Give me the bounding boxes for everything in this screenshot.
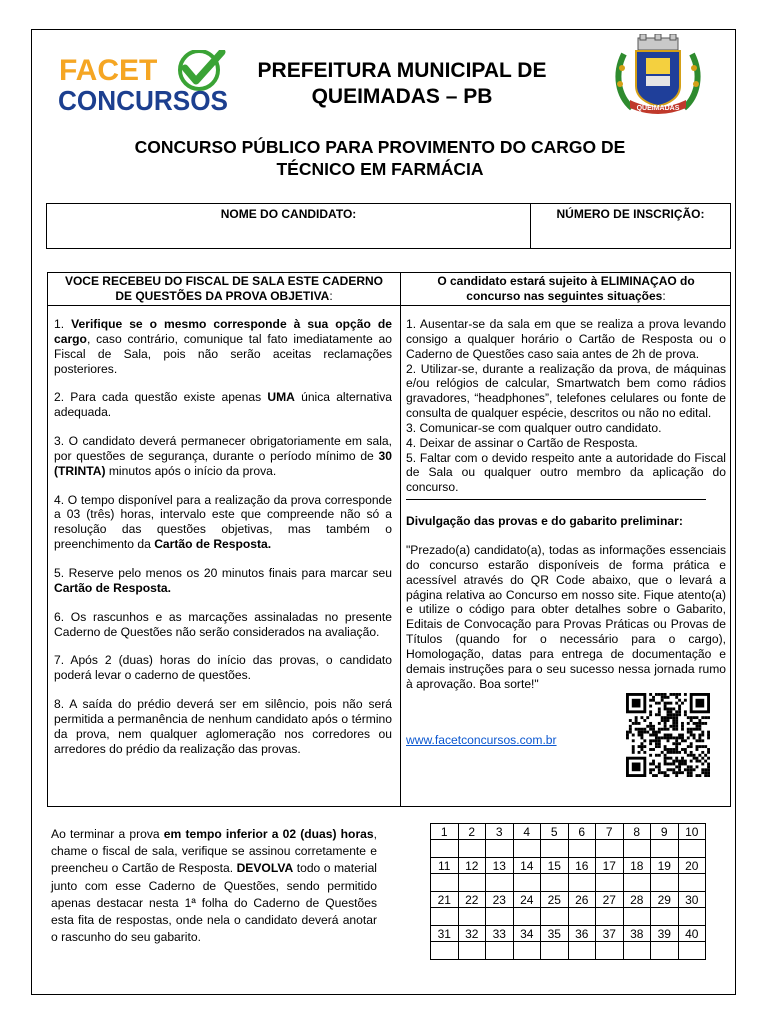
answer-number-cell: 17 — [596, 858, 624, 874]
footer-bold-2: DEVOLVA — [236, 861, 294, 876]
instruction-2-bold: UMA — [267, 390, 295, 405]
divulgacao-title-text: Divulgação das provas e do gabarito preliminar: — [406, 514, 683, 529]
answer-blank-row — [431, 840, 706, 858]
instruction-2-text-a: 2. Para cada questão existe apenas — [54, 390, 268, 405]
instruction-4-bold: Cartão de Resposta. — [154, 537, 272, 552]
answer-blank-cell[interactable] — [623, 840, 651, 858]
answer-number-cell: 11 — [431, 858, 459, 874]
answer-blank-cell[interactable] — [486, 942, 514, 960]
answer-blank-cell[interactable] — [431, 874, 459, 892]
instruction-3 — [54, 434, 392, 479]
instruction-2 — [54, 390, 392, 420]
instruction-1-bold: Verifique se o mesmo corresponde à sua opção de cargo — [54, 317, 392, 346]
answer-blank-cell[interactable] — [568, 874, 596, 892]
answer-number-cell: 15 — [541, 858, 569, 874]
right-header-line-1: O candidato estará sujeito à ELIMINAÇAO do — [437, 274, 695, 288]
answer-blank-cell[interactable] — [596, 840, 624, 858]
subtitle-line-2: TÉCNICO EM FARMÁCIA — [276, 159, 484, 179]
answer-number-cell: 18 — [623, 858, 651, 874]
queimadas-crest — [612, 34, 704, 118]
footer-text-1: Ao terminar a prova — [51, 827, 164, 841]
answer-number-cell: 12 — [458, 858, 486, 874]
answer-blank-cell[interactable] — [596, 942, 624, 960]
answer-number-cell: 1 — [431, 824, 459, 840]
left-column-header — [52, 274, 396, 304]
instruction-6: 6. Os rascunhos e as marcações assinaladas no presente Caderno de Questões não serão considerados na avaliação. — [54, 609, 392, 639]
answer-blank-cell[interactable] — [651, 874, 679, 892]
instruction-5-text: 5. Reserve pelo menos os 20 minutos finais para marcar seu — [54, 565, 392, 580]
answer-blank-cell[interactable] — [458, 840, 486, 858]
divulgacao-title — [406, 514, 726, 529]
instructions-table — [47, 272, 731, 807]
answer-blank-cell[interactable] — [541, 908, 569, 926]
candidate-box — [46, 203, 731, 249]
right-header-suffix: : — [662, 289, 666, 303]
answer-blank-cell[interactable] — [513, 874, 541, 892]
footer-bold-1: em tempo inferior a 02 (duas) horas — [163, 827, 374, 841]
answer-number-cell: 28 — [623, 892, 651, 908]
elimination-list — [406, 317, 726, 781]
answer-number-cell: 39 — [651, 926, 679, 942]
answer-number-cell: 24 — [513, 892, 541, 908]
answer-number-row — [431, 892, 706, 908]
answer-number-cell: 4 — [513, 824, 541, 840]
answer-blank-cell[interactable] — [596, 908, 624, 926]
candidate-name-field[interactable] — [47, 204, 531, 248]
instruction-3-bold: 30 (TRINTA) — [54, 448, 392, 478]
answer-blank-cell[interactable] — [651, 942, 679, 960]
answer-number-cell: 9 — [651, 824, 679, 840]
answer-number-cell: 25 — [541, 892, 569, 908]
instruction-1-text: , caso contrário, comunique tal fato imediatamente ao Fiscal de Sala, pois não serão aceitas reclamações posteriores. — [54, 331, 392, 376]
instruction-5-bold: Cartão de Resposta. — [54, 580, 171, 595]
exam-subtitle — [80, 136, 680, 180]
instruction-4-text: 4. O tempo disponível para a realização da prova corresponde a 03 (três) horas, intervalo este que compreende não só a resolução das questões objetivas, mas também o preenchimento da — [54, 492, 392, 552]
answer-blank-cell[interactable] — [431, 840, 459, 858]
answer-blank-row — [431, 942, 706, 960]
answer-number-cell: 37 — [596, 926, 624, 942]
answer-blank-cell[interactable] — [541, 874, 569, 892]
answer-blank-cell[interactable] — [678, 840, 706, 858]
facet-website-link[interactable]: www.facetconcursos.com.br — [406, 733, 557, 748]
logo-text-bottom: CONCURSOS — [58, 85, 228, 116]
answer-number-cell: 22 — [458, 892, 486, 908]
qr-area — [406, 691, 726, 781]
subtitle-line-1: CONCURSO PÚBLICO PARA PROVIMENTO DO CARGO DE — [134, 137, 626, 157]
answer-number-cell: 10 — [678, 824, 706, 840]
answer-number-cell: 5 — [541, 824, 569, 840]
answer-blank-row — [431, 874, 706, 892]
candidate-name-label: NOME DO CANDIDATO: — [220, 207, 357, 221]
crest-banner-text: QUEIMADAS — [636, 105, 680, 112]
divulgacao-text: "Prezado(a) candidato(a), todas as informações essenciais do concurso estarão disponíveis de forma prática e acessível através do QR Code abaixo, que o levará a página relativa ao Concurso em nosso site. Fique atento(a) e utilize o código para obter detalhes sobre o Gabarito, Editais de Convocação para Provas Práticas ou Provas de Títulos (quando for o necessário para o cargo), Homologação, datas para entrega de documentação e demais instruções para o seu sucesso nessa jornada rumo à aprovação. Boa sorte!" — [406, 542, 726, 691]
left-header-line-2: DE QUESTÕES DA PROVA OBJETIVA — [115, 289, 330, 303]
answer-number-cell: 32 — [458, 926, 486, 942]
answer-number-cell: 14 — [513, 858, 541, 874]
instruction-3-text-b: minutos após o início da prova. — [105, 463, 277, 478]
footer-text-2: , chame o fiscal de sala, verifique se assinou corretamente e preencheu o Cartão de Resposta. — [51, 827, 377, 876]
answer-number-cell: 23 — [486, 892, 514, 908]
answer-blank-cell[interactable] — [678, 874, 706, 892]
answer-number-cell: 3 — [486, 824, 514, 840]
answer-blank-cell[interactable] — [486, 840, 514, 858]
answer-number-cell: 27 — [596, 892, 624, 908]
answer-number-row — [431, 926, 706, 942]
instruction-1 — [54, 317, 392, 376]
answer-blank-cell[interactable] — [623, 874, 651, 892]
answer-blank-cell[interactable] — [596, 874, 624, 892]
answer-blank-cell[interactable] — [568, 908, 596, 926]
separator-line — [406, 499, 706, 500]
answer-number-cell: 13 — [486, 858, 514, 874]
right-column-header — [406, 274, 726, 304]
facet-logo — [57, 50, 232, 116]
answer-number-cell: 31 — [431, 926, 459, 942]
answer-blank-cell[interactable] — [431, 908, 459, 926]
answer-number-cell: 38 — [623, 926, 651, 942]
answer-blank-cell[interactable] — [513, 840, 541, 858]
qr-code[interactable] — [626, 693, 710, 777]
left-header-suffix: : — [329, 289, 333, 303]
answer-number-cell: 20 — [678, 858, 706, 874]
elimination-3: 3. Comunicar-se com qualquer outro candidato. — [406, 420, 662, 435]
title-line-1: PREFEITURA MUNICIPAL DE — [257, 59, 547, 82]
answer-number-cell: 8 — [623, 824, 651, 840]
answer-blank-cell[interactable] — [651, 840, 679, 858]
answer-blank-cell[interactable] — [541, 840, 569, 858]
answer-blank-cell[interactable] — [678, 908, 706, 926]
footer-text-3: todo o material junto com esse Caderno de Questões, sendo permitido apenas destacar nesta 1ª folha do Caderno de Questões esta fita de respostas, onde nela o candidato deverá anotar o rascunho do seu gabarito. — [51, 861, 377, 945]
answer-blank-cell[interactable] — [513, 908, 541, 926]
registration-number-field[interactable] — [531, 204, 730, 248]
instruction-2-text-b: única alternativa adequada. — [54, 390, 392, 420]
answer-blank-cell[interactable] — [678, 942, 706, 960]
instruction-7: 7. Após 2 (duas) horas do início das provas, o candidato poderá levar o caderno de questões. — [54, 653, 392, 683]
answer-number-cell: 30 — [678, 892, 706, 908]
answer-number-cell: 35 — [541, 926, 569, 942]
answer-grid — [430, 823, 706, 960]
answer-number-cell: 36 — [568, 926, 596, 942]
answer-number-cell: 33 — [486, 926, 514, 942]
answer-number-cell: 26 — [568, 892, 596, 908]
answer-blank-cell[interactable] — [486, 908, 514, 926]
answer-blank-cell[interactable] — [623, 908, 651, 926]
answer-number-row — [431, 858, 706, 874]
answer-number-row — [431, 824, 706, 840]
registration-number-label: NÚMERO DE INSCRIÇÃO: — [556, 207, 705, 221]
answer-number-cell: 21 — [431, 892, 459, 908]
answer-number-cell: 34 — [513, 926, 541, 942]
answer-number-cell: 7 — [596, 824, 624, 840]
answer-number-cell: 29 — [651, 892, 679, 908]
right-header-line-2: concurso nas seguintes situações — [466, 289, 663, 303]
answer-blank-cell[interactable] — [568, 840, 596, 858]
title-line-2: QUEIMADAS – PB — [311, 85, 493, 108]
page-title — [232, 58, 572, 110]
instruction-3-text-a: 3. O candidato deverá permanecer obrigatoriamente em sala, por questões de segurança, durante o período mínimo de — [54, 434, 392, 463]
answer-blank-cell[interactable] — [458, 942, 486, 960]
answer-blank-cell[interactable] — [513, 942, 541, 960]
logo-text-top: FACET — [59, 54, 158, 87]
answer-blank-cell[interactable] — [431, 942, 459, 960]
answer-number-cell: 6 — [568, 824, 596, 840]
instruction-5 — [54, 566, 392, 596]
answer-blank-row — [431, 908, 706, 926]
elimination-4: 4. Deixar de assinar o Cartão de Resposta. — [406, 435, 638, 450]
instruction-1-number: 1. — [54, 317, 72, 331]
instructions-list — [54, 317, 392, 770]
elimination-2: 2. Utilizar-se, durante a realização da prova, de máquinas e/ou relógios de calcular, Smartwatch bem como rádios gravadores, “headphones”, telefones celulares ou fonte de consulta de qualquer espécie, descritos ou não no edital. — [406, 361, 726, 421]
answer-blank-cell[interactable] — [486, 874, 514, 892]
instruction-4 — [54, 493, 392, 552]
return-instructions — [51, 826, 377, 946]
answer-blank-cell[interactable] — [458, 874, 486, 892]
header-divider — [48, 305, 730, 306]
instruction-8: 8. A saída do prédio deverá ser em silêncio, pois não será permitida a permanência de nenhum candidato após o término da prova, nem qualquer aglomeração nos corredores ou arredores do prédio da realização das provas. — [54, 697, 392, 756]
answer-number-cell: 19 — [651, 858, 679, 874]
answer-number-cell: 40 — [678, 926, 706, 942]
elimination-1: 1. Ausentar-se da sala em que se realiza a prova levando consigo a qualquer horário o Cartão de Resposta ou o Caderno de Questões caso saia antes de 2h de prova. — [406, 317, 726, 361]
answer-blank-cell[interactable] — [623, 942, 651, 960]
answer-number-cell: 2 — [458, 824, 486, 840]
answer-number-cell: 16 — [568, 858, 596, 874]
answer-blank-cell[interactable] — [458, 908, 486, 926]
answer-blank-cell[interactable] — [541, 942, 569, 960]
answer-blank-cell[interactable] — [651, 908, 679, 926]
elimination-5: 5. Faltar com o devido respeito ante a autoridade do Fiscal de Sala ou qualquer outro membro da aplicação do concurso. — [406, 450, 726, 495]
left-header-line-1: VOCE RECEBEU DO FISCAL DE SALA ESTE CADERNO — [64, 274, 384, 288]
answer-blank-cell[interactable] — [568, 942, 596, 960]
column-divider — [400, 273, 401, 806]
